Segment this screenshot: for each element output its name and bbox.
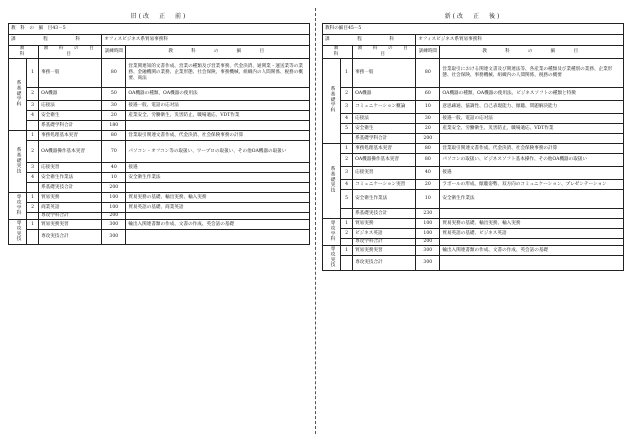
training-hours: 20 <box>416 124 440 134</box>
subject-content: 接遇一般、電話の応対法 <box>126 101 310 111</box>
table-row <box>323 180 624 190</box>
table-row <box>323 167 624 180</box>
total-row <box>9 230 310 245</box>
table-row <box>9 163 310 173</box>
subject-name: 安全衛生作業法 <box>39 173 102 183</box>
row-number: 2 <box>341 229 353 239</box>
curriculum-table <box>322 23 624 271</box>
category-cell: 系基礎学科 <box>9 59 27 131</box>
training-hours: 80 <box>416 144 440 154</box>
col-header-subject: 教 科 の 目 目 <box>39 46 102 59</box>
table-row <box>9 203 310 213</box>
total-hours: 300 <box>416 256 440 271</box>
subject-content: 接遇 <box>440 167 624 180</box>
table-row <box>9 88 310 101</box>
row-number: 1 <box>27 220 39 230</box>
subject-content: パソコン・オフコン等の取扱い、ワープロの取扱い、その他OA機器の取扱い <box>126 141 310 163</box>
subject-content: 営業取引における関連文書及び関連法等、各産業の種類及び業種別の業務、企業形態、社会保険、事務機械、組織内の人間関係、税務の概要 <box>440 59 624 88</box>
subject-content: 産業安全、労働衛生、災害防止、職場適応、VDT作業 <box>440 124 624 134</box>
category-cell: 系基礎学科 <box>323 59 341 144</box>
row-number: 3 <box>341 167 353 180</box>
table-row <box>9 131 310 141</box>
table-row <box>323 246 624 256</box>
row-number: 5 <box>341 190 353 209</box>
table-row <box>9 111 310 121</box>
row-number: 1 <box>341 144 353 154</box>
subject-content: 営業取引関連文書作成、代金決済、社会保険事務の計算 <box>440 144 624 154</box>
table-row <box>323 219 624 229</box>
training-hours: 40 <box>416 167 440 180</box>
subject-detail-label: 教科の細目45－5 <box>323 24 624 35</box>
subject-name: 事務処理基本実習 <box>39 131 102 141</box>
total-label: 専攻学科合計 <box>39 213 102 220</box>
course-name: オフィスビジネス系貿易事務科 <box>416 35 624 46</box>
training-hours: 100 <box>416 219 440 229</box>
subject-name: 安全衛生 <box>353 124 416 134</box>
table-row <box>323 59 624 88</box>
row-number: 1 <box>341 246 353 256</box>
subject-name: 貿易実務 <box>353 219 416 229</box>
total-hours: 200 <box>416 239 440 246</box>
training-hours: 80 <box>102 59 126 88</box>
table-row <box>9 101 310 111</box>
subject-name: コミュニケーション実習 <box>353 180 416 190</box>
training-hours: 60 <box>416 88 440 101</box>
training-hours: 100 <box>102 193 126 203</box>
row-number: 1 <box>341 219 353 229</box>
row-number: 2 <box>341 88 353 101</box>
total-row <box>323 209 624 219</box>
total-label: 系基礎実技合計 <box>353 209 416 219</box>
row-number: 1 <box>27 59 39 88</box>
subject-name: 貿易実務実習 <box>353 246 416 256</box>
total-hours: 200 <box>416 134 440 144</box>
subject-content: 営業関連知的文書作成、営業の種類及び営業事務、代金決済、通関業・運送業等の業務、金融機関の業務、企業形態、社会保険、事務機械、組織内の人間関係、税務の概要、商法 <box>126 59 310 88</box>
subject-content: 安全衛生作業法 <box>440 190 624 209</box>
total-row <box>9 213 310 220</box>
training-hours: 10 <box>102 173 126 183</box>
subject-content: 貿易実務の基礎、輸出実務、輸入実務 <box>440 219 624 229</box>
subject-name: コミュニケーション概論 <box>353 101 416 114</box>
total-label: 専攻実技合計 <box>39 230 102 245</box>
total-row <box>323 256 624 271</box>
center-divider <box>315 8 316 434</box>
subject-name: 応接実習 <box>39 163 102 173</box>
total-hours: 200 <box>102 183 126 193</box>
curriculum-table <box>8 23 310 245</box>
row-number: 4 <box>27 111 39 121</box>
table-row <box>323 154 624 167</box>
subject-content: 接遇 <box>126 163 310 173</box>
col-header-content: 教 科 の 細 目 <box>440 46 624 59</box>
row-number: 2 <box>27 141 39 163</box>
subject-content: 意思疎通、協調性、自己表現能力、傾聴、問題解決能力 <box>440 101 624 114</box>
table-row <box>9 59 310 88</box>
old-version-pane <box>8 10 310 245</box>
table-row <box>323 114 624 124</box>
col-header-subject: 教 科 の 目 目 <box>353 46 416 59</box>
category-cell: 専攻実技 <box>323 246 341 271</box>
subject-content: 輸出入関連書類の作成、文書の作成、英会話の基礎 <box>440 246 624 256</box>
table-row <box>9 193 310 203</box>
subject-detail-label: 教 科 の 細 目43－5 <box>9 24 310 35</box>
row-number: 2 <box>341 154 353 167</box>
category-cell: 系基礎実技 <box>323 144 341 219</box>
subject-name: 事務一般 <box>39 59 102 88</box>
training-hours: 300 <box>416 246 440 256</box>
table-row <box>9 220 310 230</box>
pane-title: 旧(改 正 前) <box>130 13 188 20</box>
row-number: 1 <box>27 131 39 141</box>
subject-name: ビジネス英語 <box>353 229 416 239</box>
row-number: 1 <box>27 193 39 203</box>
training-hours: 80 <box>416 154 440 167</box>
table-row <box>9 173 310 183</box>
total-hours: 180 <box>102 121 126 131</box>
total-row <box>9 121 310 131</box>
training-hours: 40 <box>102 163 126 173</box>
total-hours: 200 <box>102 213 126 220</box>
total-label: 系基礎学科合計 <box>39 121 102 131</box>
total-label: 専攻学科合計 <box>353 239 416 246</box>
subject-content: 営業取引関連文書作成、代金決済、社会保険事務の計算 <box>126 131 310 141</box>
training-hours: 20 <box>102 111 126 121</box>
subject-content: 安全衛生作業法 <box>126 173 310 183</box>
training-hours: 300 <box>102 220 126 230</box>
col-header-hours: 訓練時間 <box>416 46 440 59</box>
col-header-hours: 訓練時間 <box>102 46 126 59</box>
total-label: 系基礎学科合計 <box>353 134 416 144</box>
subject-name: 貿易実務 <box>39 193 102 203</box>
training-hours: 30 <box>416 114 440 124</box>
subject-name: 事務一般 <box>353 59 416 88</box>
subject-name: 安全衛生 <box>39 111 102 121</box>
category-cell: 系基礎実技 <box>9 131 27 193</box>
subject-content: OA機器の種類、OA機器の使用法、ビジネスソフトの種類と特徴 <box>440 88 624 101</box>
subject-content: 貿易英語の基礎、商業英語 <box>126 203 310 213</box>
col-header-category: 教 科 <box>323 46 353 59</box>
subject-name: OA機器 <box>353 88 416 101</box>
table-row <box>323 124 624 134</box>
subject-name: 応接法 <box>39 101 102 111</box>
subject-content: 貿易英語の基礎、ビジネス英語 <box>440 229 624 239</box>
training-hours: 10 <box>416 190 440 209</box>
subject-name: 貿易実務実習 <box>39 220 102 230</box>
row-number: 2 <box>27 88 39 101</box>
subject-name: OA機器操作基本実習 <box>353 154 416 167</box>
subject-name: 応接法 <box>353 114 416 124</box>
subject-content: 接遇一般、電話の応対法 <box>440 114 624 124</box>
subject-name: 事務処理基本実習 <box>353 144 416 154</box>
category-cell: 専攻実技 <box>9 220 27 245</box>
training-hours: 30 <box>102 101 126 111</box>
course-name: オフィスビジネス系貿易事務科 <box>102 35 310 46</box>
col-header-content: 教 科 の 細 目 <box>126 46 310 59</box>
course-label: 課 程 科 <box>9 35 102 46</box>
row-number: 1 <box>341 59 353 88</box>
training-hours: 80 <box>416 59 440 88</box>
category-cell: 専攻学科 <box>323 219 341 246</box>
table-row <box>323 144 624 154</box>
row-number: 3 <box>27 101 39 111</box>
row-number: 4 <box>341 114 353 124</box>
row-number: 3 <box>341 101 353 114</box>
training-hours: 100 <box>416 229 440 239</box>
training-hours: 50 <box>102 88 126 101</box>
row-number: 2 <box>27 203 39 213</box>
total-row <box>323 134 624 144</box>
training-hours: 20 <box>416 180 440 190</box>
subject-name: 応接実習 <box>353 167 416 180</box>
subject-content: ラポールの形成、傾聴姿勢、双方向のコミュニケーション、プレゼンテーション <box>440 180 624 190</box>
subject-name: OA機器 <box>39 88 102 101</box>
table-row <box>323 101 624 114</box>
training-hours: 100 <box>102 203 126 213</box>
training-hours: 10 <box>416 101 440 114</box>
table-row <box>323 190 624 209</box>
pane-title: 新(改 正 後) <box>444 13 502 20</box>
category-cell: 専攻学科 <box>9 193 27 220</box>
col-header-category: 教 科 <box>9 46 39 59</box>
row-number: 4 <box>27 173 39 183</box>
total-row <box>323 239 624 246</box>
table-row <box>323 88 624 101</box>
row-number: 3 <box>27 163 39 173</box>
total-hours: 300 <box>102 230 126 245</box>
total-hours: 230 <box>416 209 440 219</box>
subject-content: 輸出入関連書類の作成、文書の作成、英会話の基礎 <box>126 220 310 230</box>
training-hours: 70 <box>102 141 126 163</box>
subject-content: パソコンの取扱い、ビジネスソフト基本操作、その他OA機器の取扱い <box>440 154 624 167</box>
total-label: 専攻実技合計 <box>353 256 416 271</box>
training-hours: 80 <box>102 131 126 141</box>
subject-name: OA機器操作基本実習 <box>39 141 102 163</box>
subject-content: OA機器の種類、OA機器の使用法 <box>126 88 310 101</box>
table-row <box>323 229 624 239</box>
subject-content: 貿易実務の基礎、輸出実務、輸入実務 <box>126 193 310 203</box>
subject-name: 安全衛生作業法 <box>353 190 416 209</box>
table-row <box>9 141 310 163</box>
subject-content: 産業安全、労働衛生、災害防止、職場適応、VDT作業 <box>126 111 310 121</box>
new-version-pane <box>322 10 624 271</box>
total-row <box>9 183 310 193</box>
course-label: 課 程 科 <box>323 35 416 46</box>
row-number: 5 <box>341 124 353 134</box>
row-number: 4 <box>341 180 353 190</box>
total-label: 系基礎実技合計 <box>39 183 102 193</box>
subject-name: 商業英語 <box>39 203 102 213</box>
